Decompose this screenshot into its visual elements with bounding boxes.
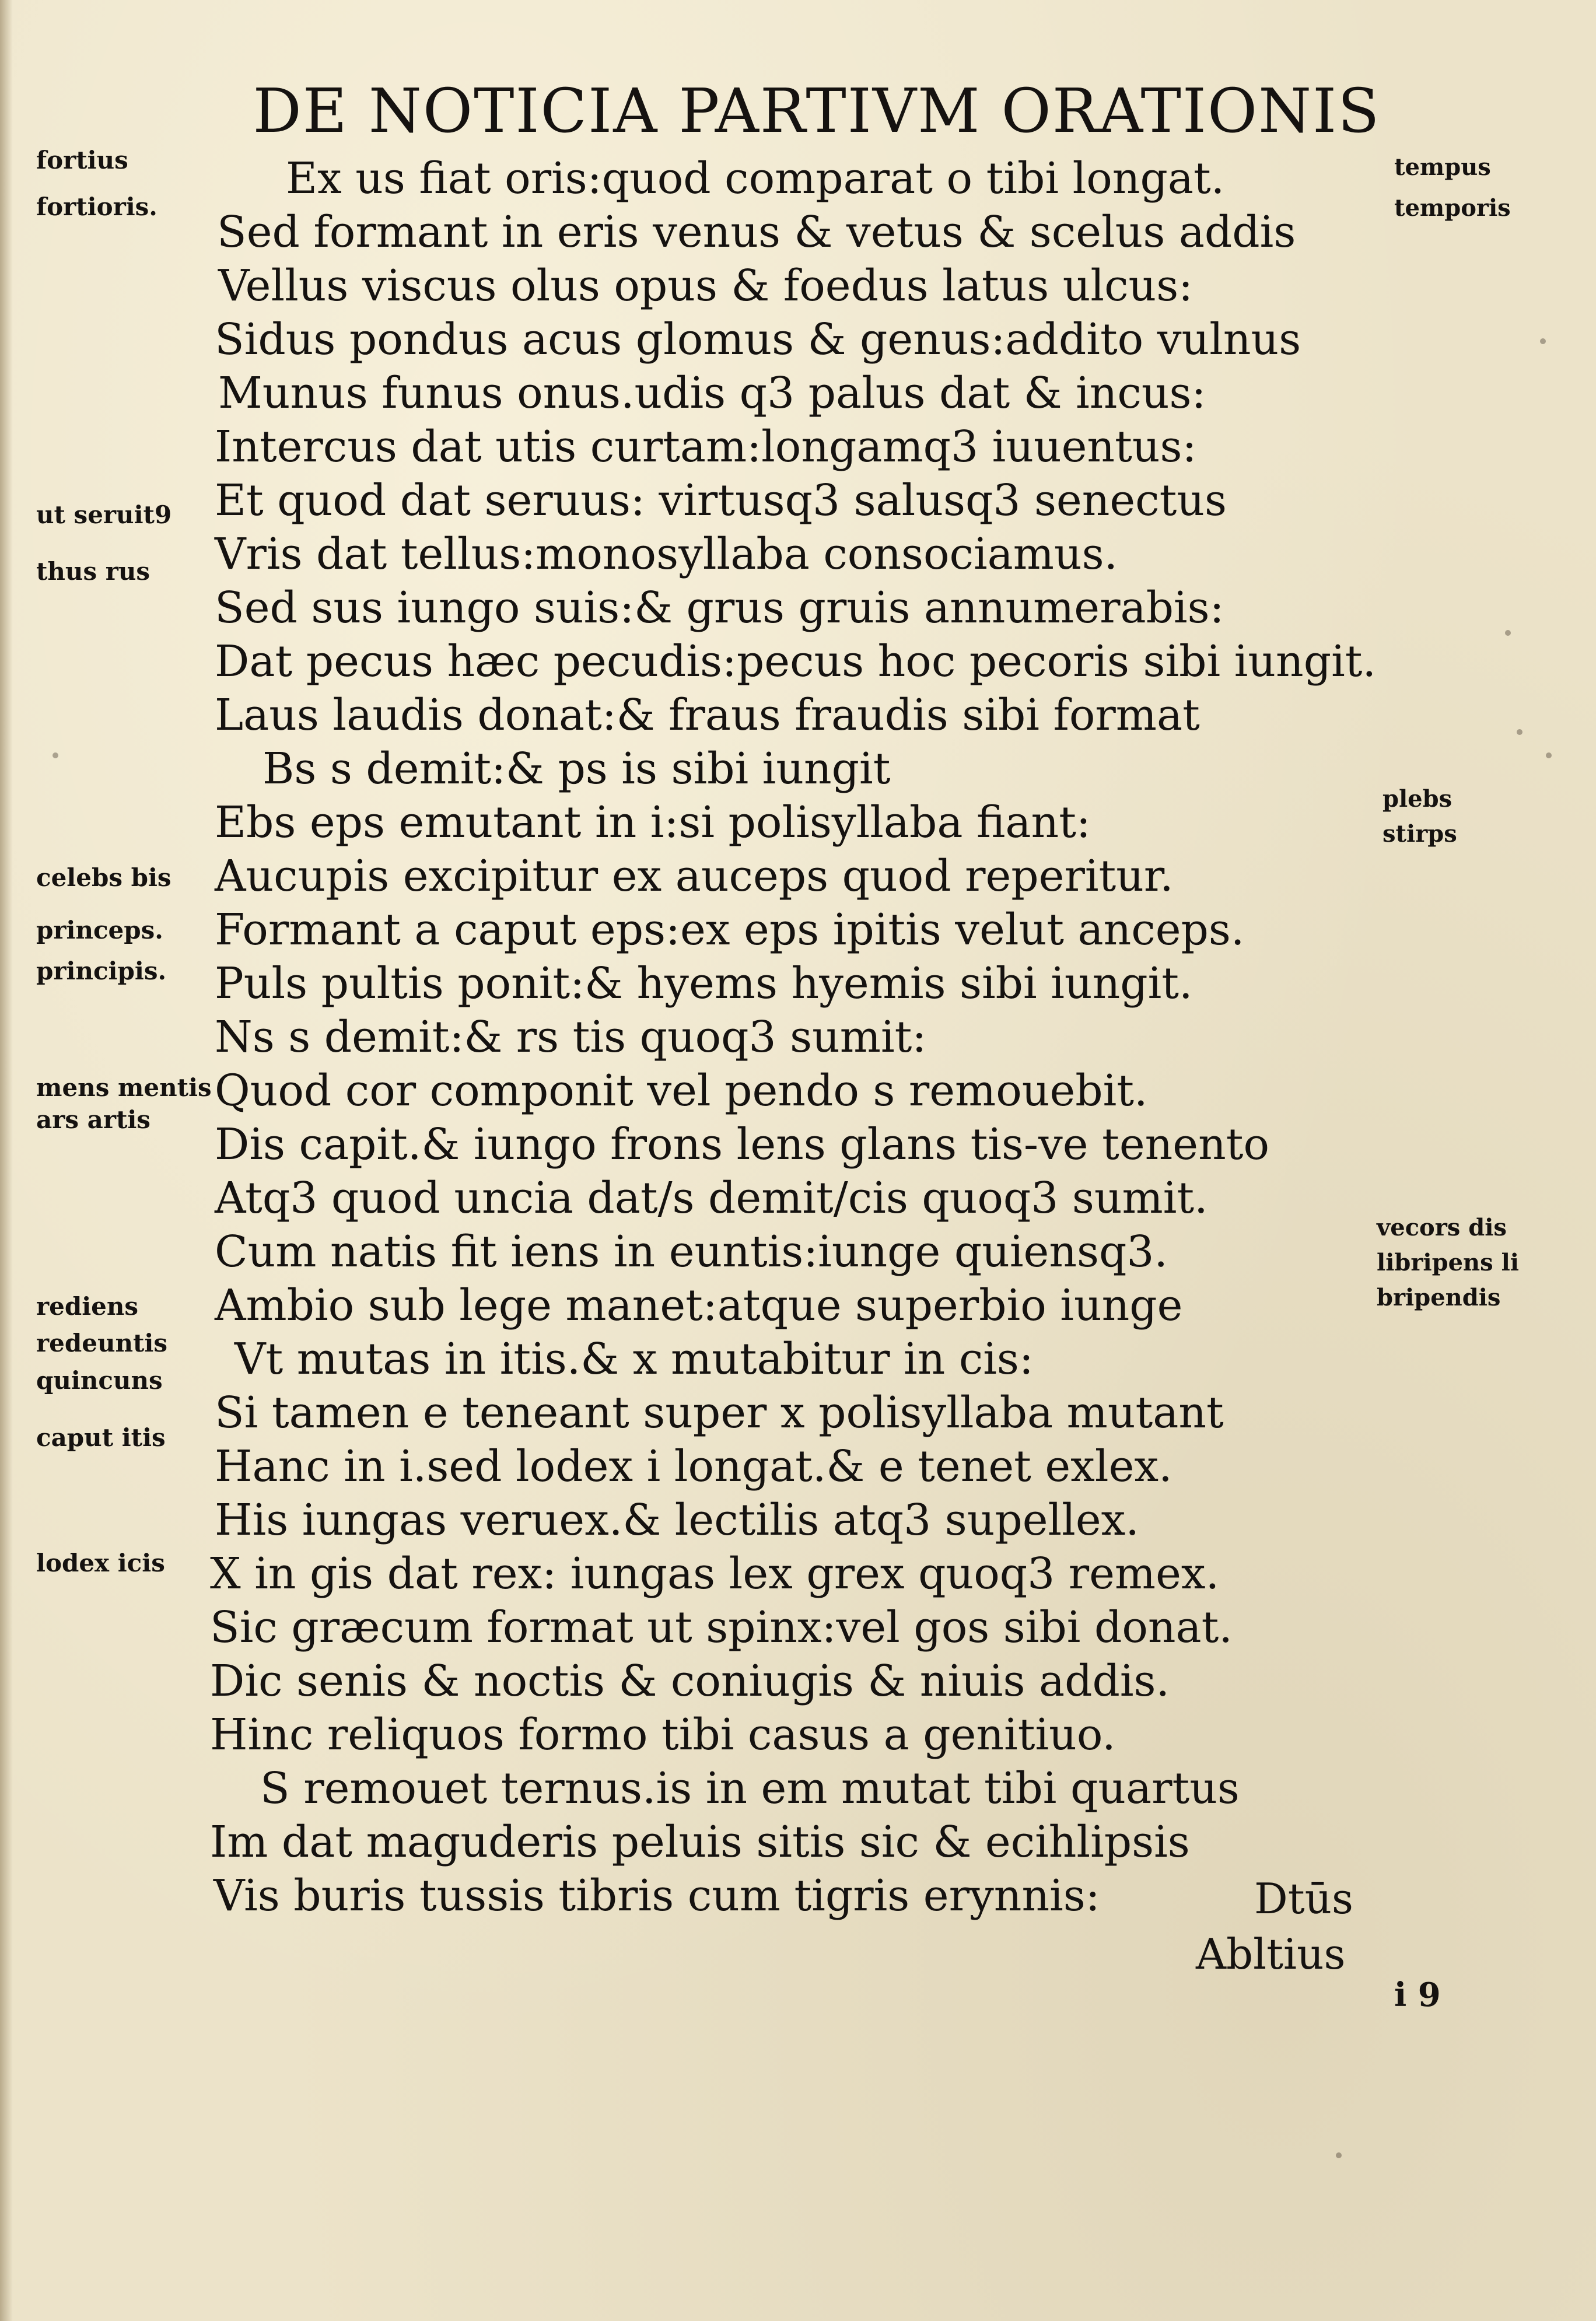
left-gloss: fortius: [36, 146, 128, 174]
verse-line: Dis capit.& iungo frons lens glans tis-ve tenento: [215, 1119, 1270, 1170]
left-gloss: ut seruit9: [36, 500, 172, 529]
right-gloss: Abltius: [1196, 1930, 1346, 1979]
right-gloss: plebs: [1382, 785, 1452, 813]
left-gloss: principis.: [36, 957, 167, 985]
verse-line: Dic senis & noctis & coniugis & niuis addis.: [210, 1656, 1170, 1706]
verse-line: S remouet ternus.is in em mutat tibi quartus: [260, 1763, 1240, 1814]
right-gloss: libripens li: [1377, 1249, 1519, 1276]
verse-line: Si tamen e teneant super x polisyllaba mutant: [215, 1388, 1224, 1438]
verse-line: Quod cor componit vel pendo s remouebit.: [215, 1066, 1148, 1116]
verse-line: Atq3 quod uncia dat/s demit/cis quoq3 sumit.: [215, 1173, 1208, 1223]
verse-line: Vellus viscus olus opus & foedus latus ulcus:: [218, 261, 1194, 311]
ink-speck: [1546, 752, 1552, 758]
right-gloss: tempus: [1394, 153, 1491, 181]
verse-line: Hanc in i.sed lodex i longat.& e tenet exlex.: [215, 1441, 1172, 1492]
right-gloss: Dtūs: [1254, 1874, 1353, 1923]
left-gloss: caput itis: [36, 1423, 166, 1452]
verse-line: Vt mutas in itis.& x mutabitur in cis:: [235, 1334, 1034, 1384]
verse-line: Bs s demit:& ps is sibi iungit: [262, 744, 891, 794]
left-gloss: lodex icis: [36, 1549, 165, 1577]
page-heading: DE NOTICIA PARTIVM ORATIONIS: [253, 75, 1381, 146]
ink-speck: [1505, 630, 1511, 636]
verse-line: Vis buris tussis tibris cum tigris erynnis:: [214, 1871, 1100, 1921]
ink-speck: [1336, 2152, 1342, 2158]
verse-line: Ebs eps emutant in i:si polisyllaba fiant:: [215, 797, 1091, 848]
ink-speck: [1540, 338, 1546, 344]
verse-line: Et quod dat seruus: virtusq3 salusq3 senectus: [215, 475, 1227, 526]
ink-speck: [52, 752, 58, 758]
left-gloss: thus rus: [36, 557, 150, 586]
verse-line: Sidus pondus acus glomus & genus:addito vulnus: [215, 314, 1301, 365]
verse-line: Cum natis fit iens in euntis:iunge quiensq3.: [215, 1227, 1168, 1277]
verse-line: Dat pecus hæc pecudis:pecus hoc pecoris sibi iungit.: [215, 636, 1376, 687]
verse-line: X in gis dat rex: iungas lex grex quoq3 remex.: [210, 1549, 1220, 1599]
verse-line: Ex us fiat oris:quod comparat o tibi longat.: [286, 153, 1225, 204]
verse-line: Hinc reliquos formo tibi casus a genitiuo.: [210, 1710, 1116, 1760]
verse-line: Sed sus iungo suis:& grus gruis annumerabis:: [215, 583, 1224, 633]
verse-line: Formant a caput eps:ex eps ipitis velut anceps.: [215, 905, 1245, 955]
page-gutter-shadow: [0, 0, 13, 2321]
left-gloss: ars artis: [36, 1105, 150, 1134]
verse-line: Aucupis excipitur ex auceps quod reperitur.: [215, 851, 1174, 901]
left-gloss: redeuntis: [36, 1329, 168, 1357]
left-gloss: rediens: [36, 1292, 139, 1321]
signature-mark: i 9: [1394, 1976, 1441, 2014]
verse-line: Laus laudis donat:& fraus fraudis sibi format: [215, 690, 1200, 740]
right-gloss: vecors dis: [1377, 1214, 1507, 1241]
verse-line: Sed formant in eris venus & vetus & scelus addis: [217, 207, 1296, 257]
right-gloss: bripendis: [1377, 1284, 1501, 1311]
right-gloss: temporis: [1394, 194, 1511, 222]
verse-line: Ambio sub lege manet:atque superbio iunge: [215, 1280, 1183, 1331]
left-gloss: quincuns: [36, 1366, 163, 1395]
left-gloss: princeps.: [36, 916, 163, 944]
verse-line: Im dat maguderis peluis sitis sic & ecihlipsis: [210, 1817, 1190, 1867]
verse-line: Ns s demit:& rs tis quoq3 sumit:: [215, 1012, 927, 1062]
verse-line: Intercus dat utis curtam:longamq3 iuuentus:: [215, 422, 1197, 472]
left-gloss: mens mentis: [36, 1073, 212, 1102]
right-gloss: stirps: [1382, 820, 1457, 848]
ink-speck: [1517, 729, 1522, 735]
verse-line: Sic græcum format ut spinx:vel gos sibi donat.: [210, 1602, 1233, 1653]
verse-line: Vris dat tellus:monosyllaba consociamus.: [215, 529, 1118, 579]
left-gloss: fortioris.: [36, 192, 158, 221]
verse-line: Puls pultis ponit:& hyems hyemis sibi iungit.: [215, 958, 1193, 1009]
verse-column: [192, 152, 1376, 1923]
verse-line: Munus funus onus.udis q3 palus dat & incus:: [218, 368, 1206, 418]
left-gloss: celebs bis: [36, 863, 172, 892]
verse-line: His iungas veruex.& lectilis atq3 supellex.: [215, 1495, 1139, 1545]
